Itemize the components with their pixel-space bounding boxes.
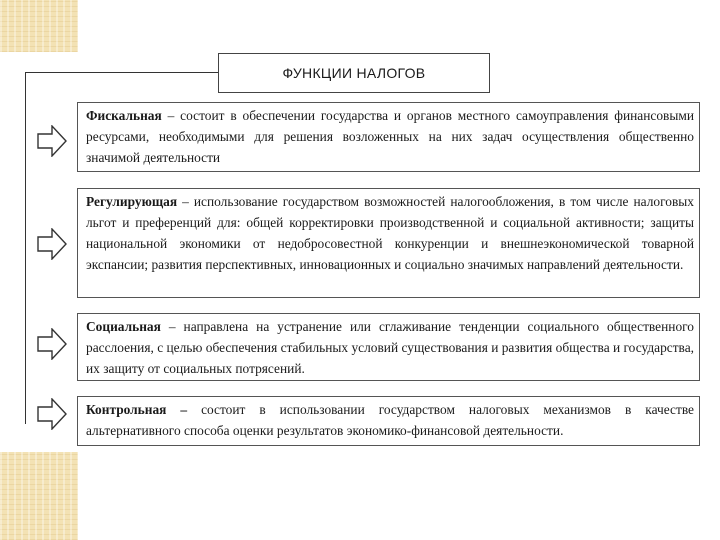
function-description: – использование государством возможностей налогообложения, в том числе налоговых льгот и преференций для: общей корректировки производственной и социальной активности; защиты национальной экономики от недобросовестной конкуренции и внешнеэкономической товарной экспансии; развития перспективных, инновационных и социально значимых направлений деятельности. [86, 194, 694, 272]
function-block-regulatory [77, 188, 700, 298]
arrow-right-icon [37, 398, 67, 430]
function-term: Регулирующая [86, 194, 178, 209]
connector-horizontal-line [25, 72, 218, 73]
function-description: – направлена на устранение или сглаживание тенденции социального общественного расслоения, с целью обеспечения стабильных условий существования и развития общества и государства, их защиту от социальных потрясений. [86, 319, 694, 376]
function-term: Фискальная [86, 108, 162, 123]
function-term: Социальная [86, 319, 161, 334]
function-block-control [77, 396, 700, 446]
function-description: состоит в использовании государством налоговых механизмов в качестве альтернативного способа оценки результатов экономико-финансовой деятельности. [86, 402, 695, 438]
diagram-title: ФУНКЦИИ НАЛОГОВ [218, 53, 490, 93]
function-block-social [77, 313, 700, 381]
function-term: Контрольная – [86, 402, 188, 417]
arrow-right-icon [37, 328, 67, 360]
connector-vertical-line [25, 72, 26, 424]
function-block-fiscal [77, 102, 700, 172]
arrow-right-icon [37, 125, 67, 157]
arrow-right-icon [37, 228, 67, 260]
corner-decoration-bottom [0, 452, 78, 540]
function-description: – состоит в обеспечении государства и органов местного самоуправления финансовыми ресурсами, необходимыми для решения возложенных на них задач осуществления общественно значимой деятельности [86, 108, 694, 165]
corner-decoration-top [0, 0, 78, 52]
